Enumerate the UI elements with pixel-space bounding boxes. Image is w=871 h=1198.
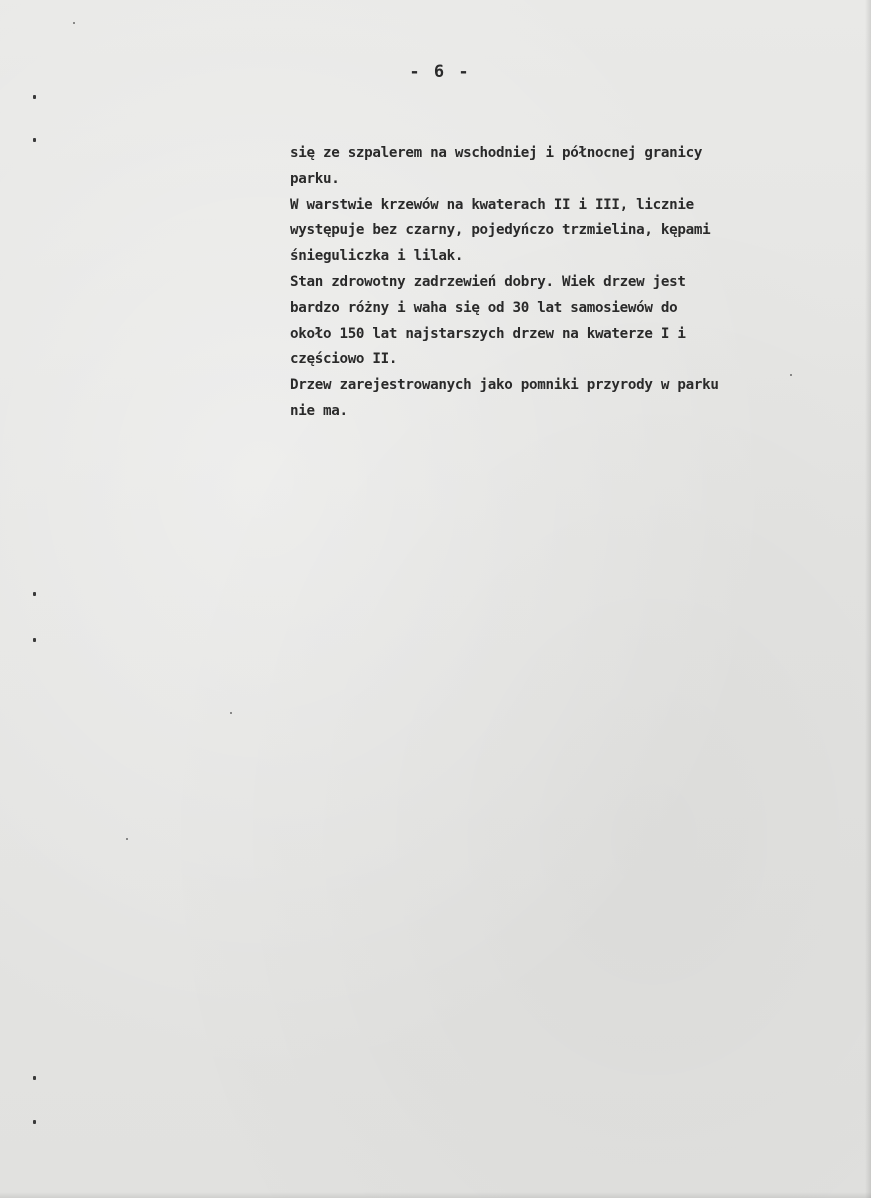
text-line: się ze szpalerem na wschodniej i północnej granicy (290, 145, 703, 161)
punch-hole-mark (33, 1120, 36, 1124)
text-line: W warstwie krzewów na kwaterach II i III, licznie (290, 196, 694, 213)
punch-hole-mark (33, 592, 36, 596)
paper-speck (126, 838, 128, 840)
paper-speck (73, 22, 75, 24)
text-line: około 150 lat najstarszych drzew na kwaterze I i (290, 325, 686, 342)
body-text (290, 141, 855, 425)
text-line: bardzo różny i waha się od 30 lat samosiewów do (290, 299, 678, 316)
text-line: częściowo II. (290, 351, 398, 368)
text-line: nie ma. (290, 402, 348, 419)
text-line: występuje bez czarny, pojedyńczo trzmielina, kępami (290, 222, 711, 239)
punch-hole-mark (33, 138, 36, 142)
page-edge-shadow (865, 0, 871, 1198)
paper-speck (230, 712, 232, 714)
text-line: Drzew zarejestrowanych jako pomniki przyrody w parku (290, 377, 719, 394)
text-line: Stan zdrowotny zadrzewień dobry. Wiek drzew jest (290, 273, 686, 290)
text-line: parku. (290, 170, 340, 187)
text-line: śnieguliczka i lilak. (290, 248, 464, 265)
punch-hole-mark (33, 1076, 36, 1080)
page-edge-shadow (0, 1192, 871, 1198)
punch-hole-mark (33, 95, 36, 99)
page-number: - 6 - (409, 62, 471, 82)
punch-hole-mark (33, 638, 36, 642)
